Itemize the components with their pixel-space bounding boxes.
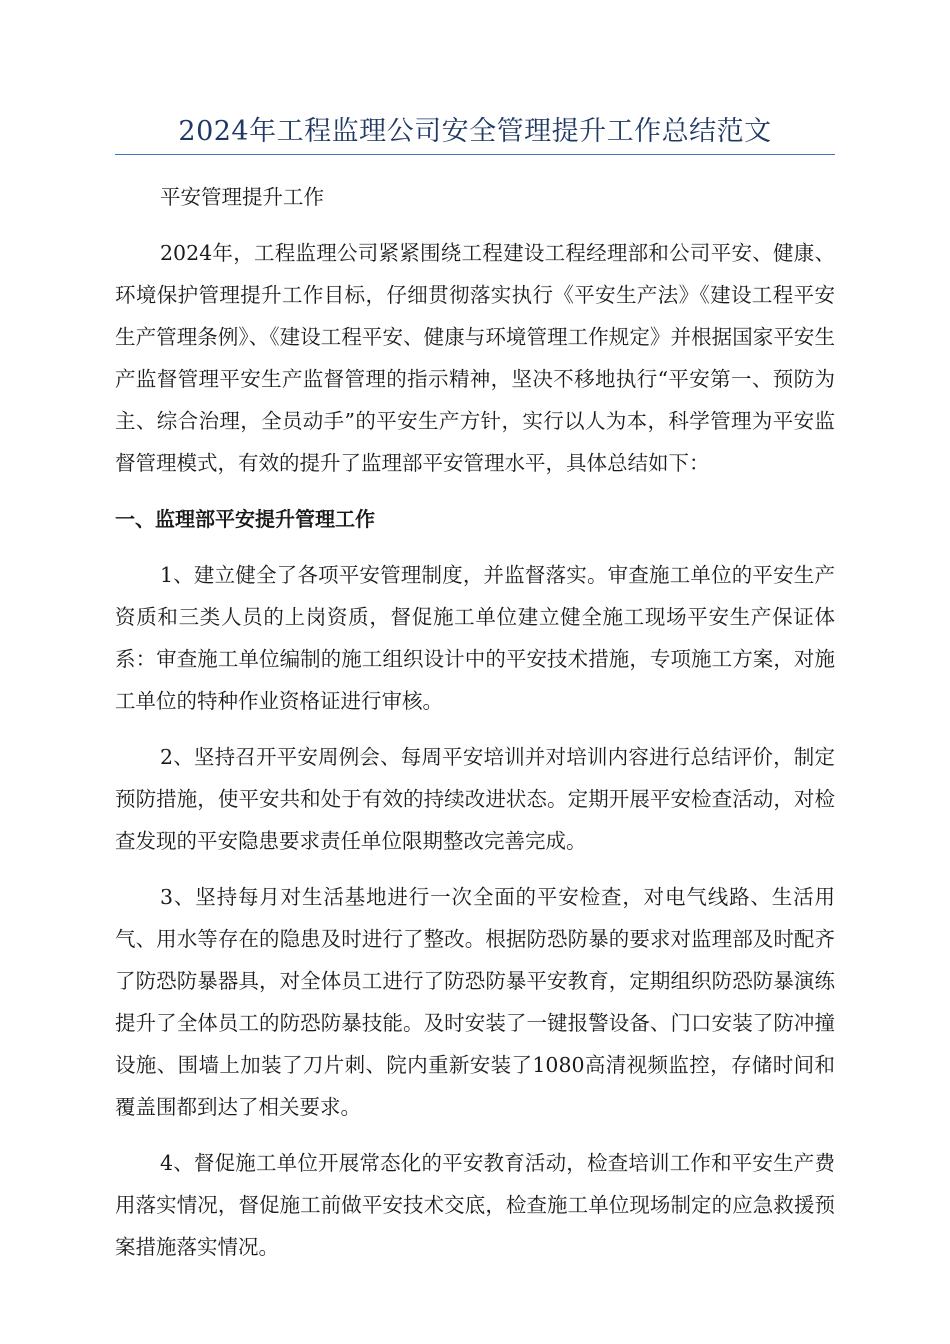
subtitle: 平安管理提升工作	[160, 185, 324, 209]
section-heading: 一、监理部平安提升管理工作	[115, 507, 375, 531]
intro-paragraph: 2024年，工程监理公司紧紧围绕工程建设工程经理部和公司平安、健康、环境保护管理提升工作目标，仔细贯彻落实执行《平安生产法》《建设工程平安生产管理条例》、《建设工程平安、健康与环境管理工作规定》并根据国家平安生产监督管理平安生产监督管理的指示精神，坚决不移地执行“平安第一、预防为主、综合治理，全员动手”的平安生产方针，实行以人为本，科学管理为平安监督管理模式，有效的提升了监理部平安管理水平，具体总结如下：	[115, 241, 835, 475]
document-title: 2024年工程监理公司安全管理提升工作总结范文	[178, 116, 772, 147]
document-body	[115, 176, 835, 1282]
list-item: 1、建立健全了各项平安管理制度，并监督落实。审查施工单位的平安生产资质和三类人员的上岗资质，督促施工单位建立健全施工现场平安生产保证体系：审查施工单位编制的施工组织设计中的平安技术措施，专项施工方案，对施工单位的特种作业资格证进行审核。	[115, 563, 835, 713]
list-item: 3、坚持每月对生活基地进行一次全面的平安检查，对电气线路、生活用气、用水等存在的隐患及时进行了整改。根据防恐防暴的要求对监理部及时配齐了防恐防暴器具，对全体员工进行了防恐防暴平安教育，定期组织防恐防暴演练提升了全体员工的防恐防暴技能。及时安装了一键报警设备、门口安装了防冲撞设施、围墙上加装了刀片刺、院内重新安装了1080高清视频监控，存储时间和覆盖围都到达了相关要求。	[115, 885, 835, 1119]
list-item: 4、督促施工单位开展常态化的平安教育活动，检查培训工作和平安生产费用落实情况，督促施工前做平安技术交底，检查施工单位现场制定的应急救援预案措施落实情况。	[115, 1151, 835, 1259]
list-item: 2、坚持召开平安周例会、每周平安培训并对培训内容进行总结评价，制定预防措施，使平安共和处于有效的持续改进状态。定期开展平安检查活动，对检查发现的平安隐患要求责任单位限期整改完善完成。	[115, 745, 835, 853]
title-underline	[115, 154, 835, 155]
